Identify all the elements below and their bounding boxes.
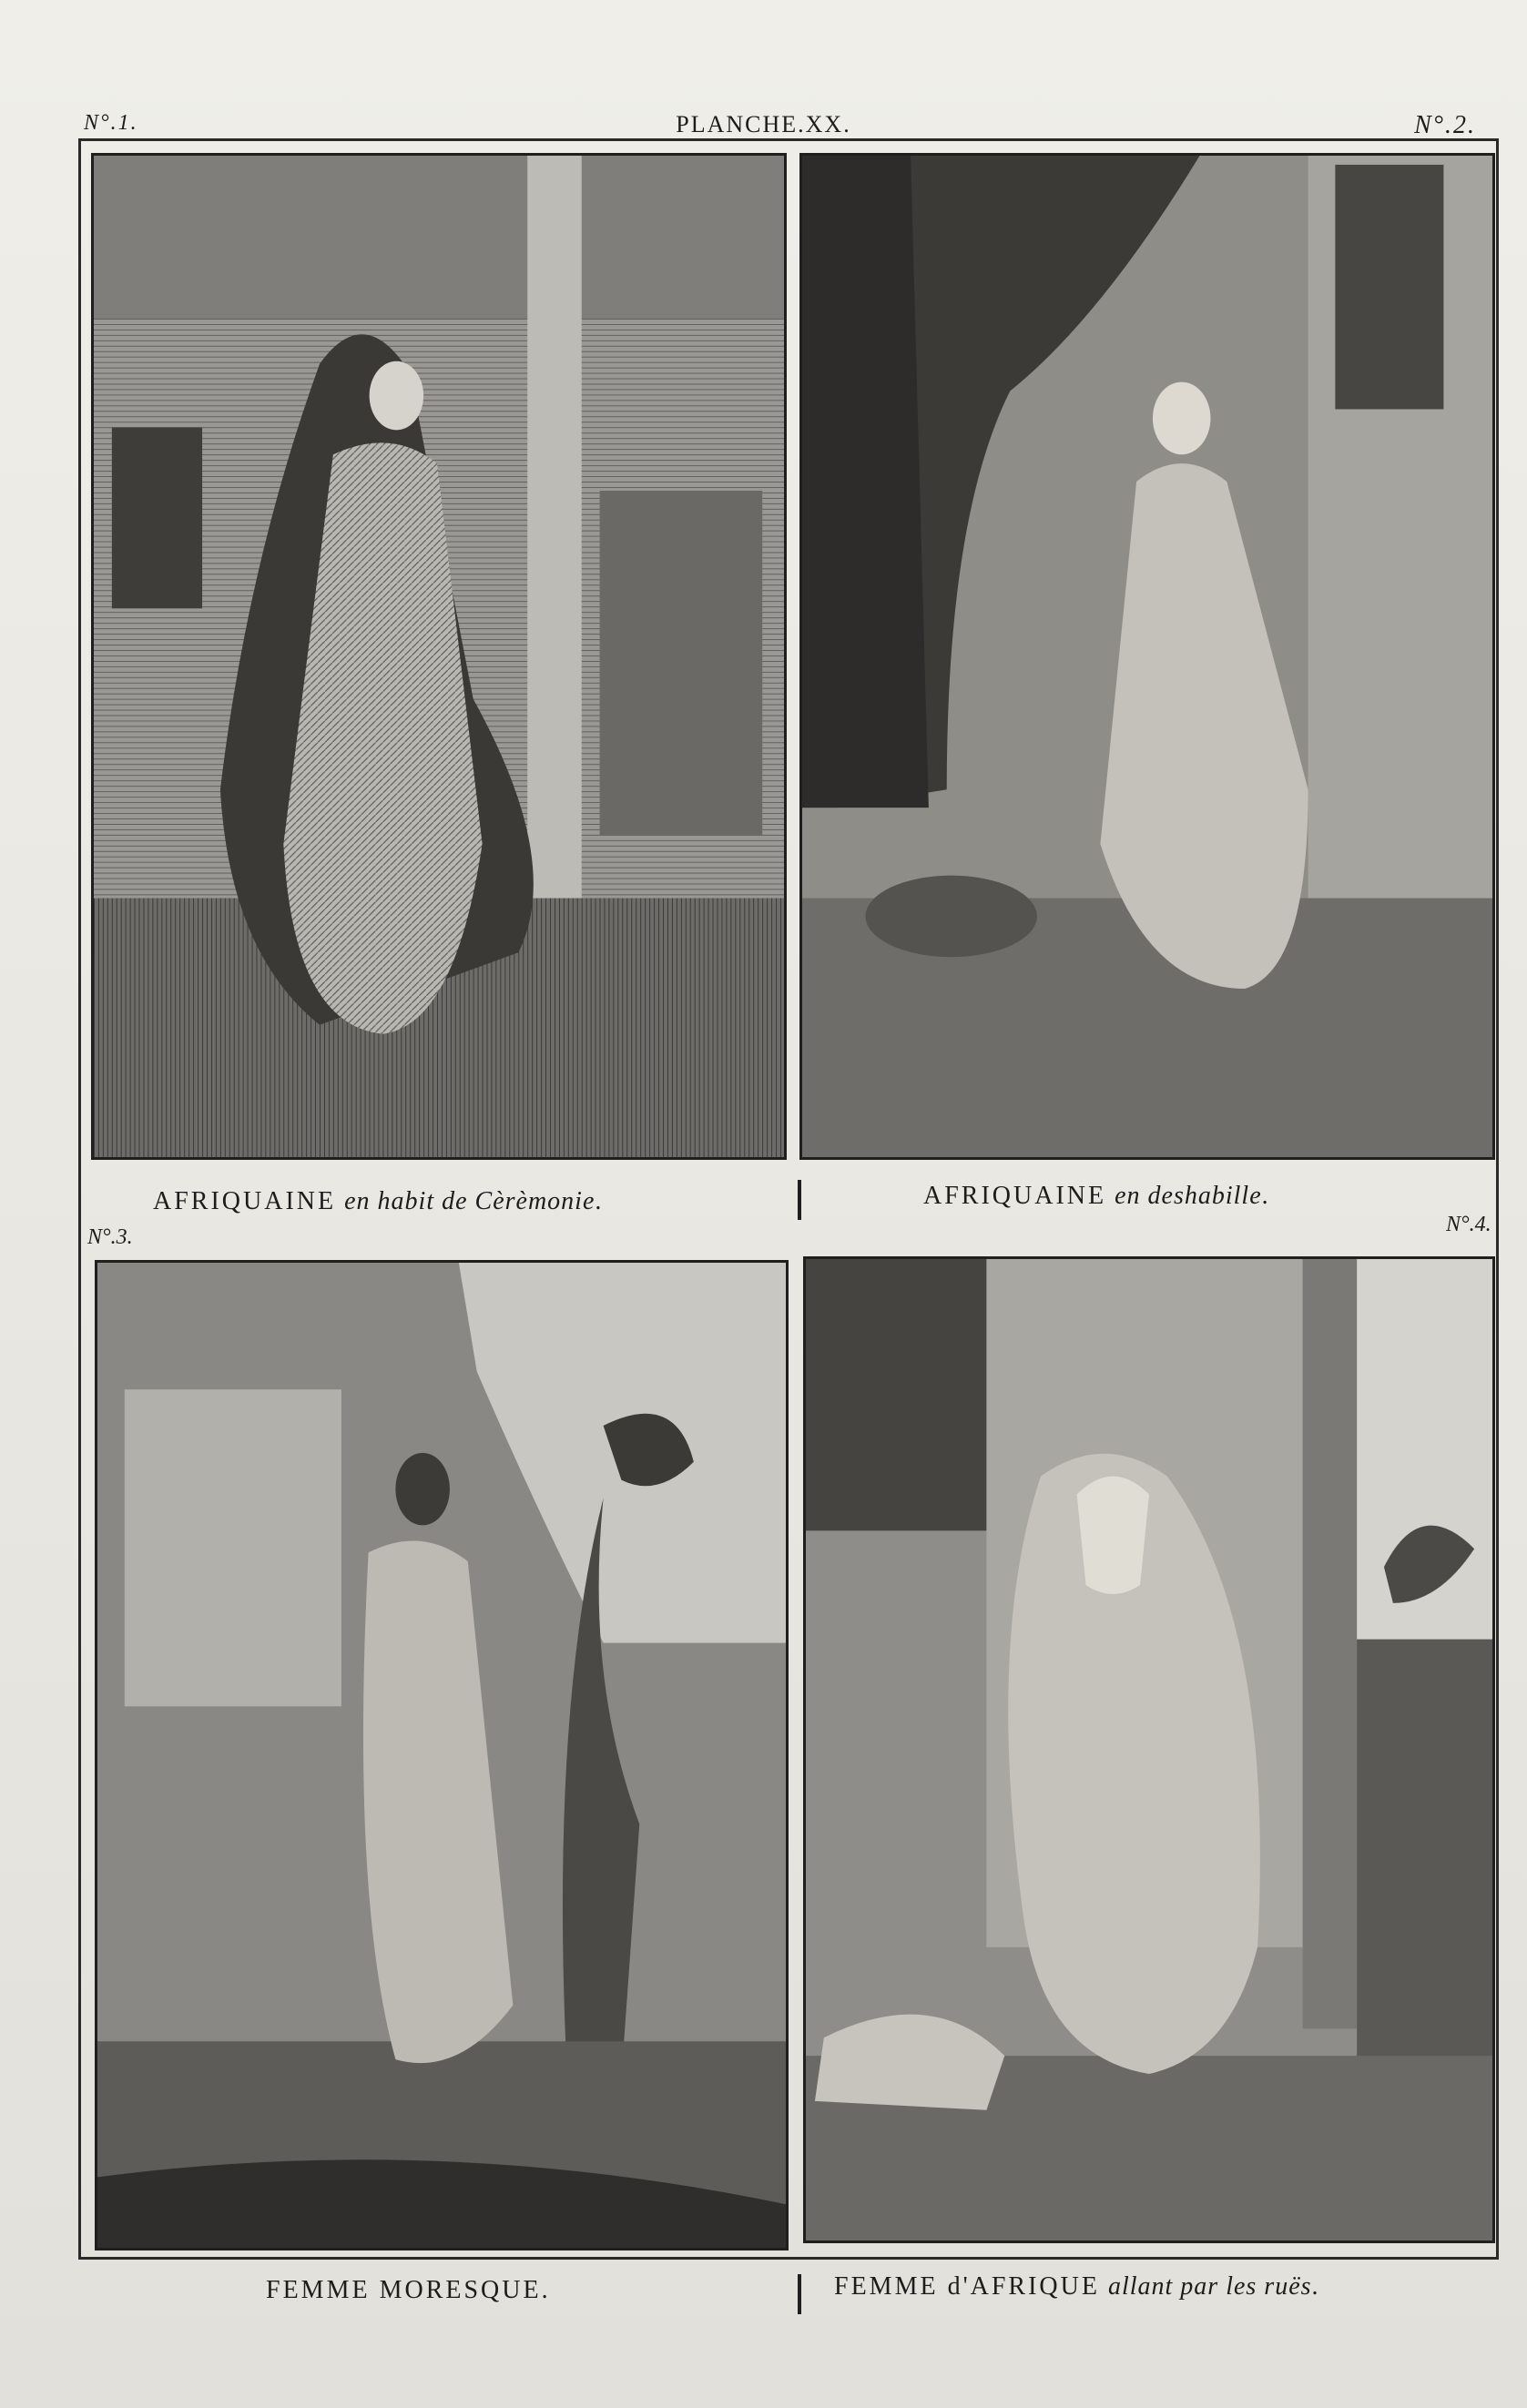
engraving-panel-2 (799, 153, 1495, 1160)
engraving-panel-3 (95, 1260, 789, 2251)
plate-title: PLANCHE.XX. (676, 111, 851, 137)
caption-plate-2 (923, 1182, 1270, 1211)
caption-divider-bottom (798, 2274, 801, 2314)
caption-plate-4 (834, 2272, 1320, 2301)
engraving-panel-1 (91, 153, 787, 1160)
caption-plate-2-italic: en deshabille (1115, 1182, 1262, 1210)
caption-plate-2-end: . (1261, 1182, 1270, 1210)
plate-number-3: N°.3. (87, 1225, 133, 1249)
caption-plate-1 (153, 1187, 603, 1216)
caption-plate-3-caps: FEMME MORESQUE (266, 2276, 542, 2304)
caption-plate-4-end: . (1311, 2272, 1320, 2301)
caption-plate-1-end: . (595, 1187, 604, 1215)
plate-number-4: N°.4. (1446, 1213, 1491, 1236)
caption-plate-3 (266, 2276, 550, 2305)
caption-divider-top (798, 1180, 801, 1220)
caption-plate-1-caps: AFRIQUAINE (153, 1187, 337, 1215)
caption-plate-1-italic: en habit de Cèrèmonie (344, 1187, 596, 1215)
caption-plate-2-caps: AFRIQUAINE (923, 1182, 1107, 1210)
engraving-illustration-4 (806, 1259, 1492, 2240)
plate-number-2: N°.2. (1414, 111, 1476, 139)
engraving-illustration-1 (94, 156, 784, 1157)
engraving-illustration-3 (97, 1263, 786, 2248)
engraving-panel-4 (803, 1256, 1495, 2243)
engraving-illustration-2 (802, 156, 1492, 1157)
caption-plate-4-italic: allant par les ruës (1107, 2272, 1312, 2301)
caption-plate-4-caps: FEMME d'AFRIQUE (834, 2272, 1100, 2301)
caption-plate-3-end: . (541, 2276, 550, 2304)
plate-number-1: N°.1. (84, 111, 138, 135)
